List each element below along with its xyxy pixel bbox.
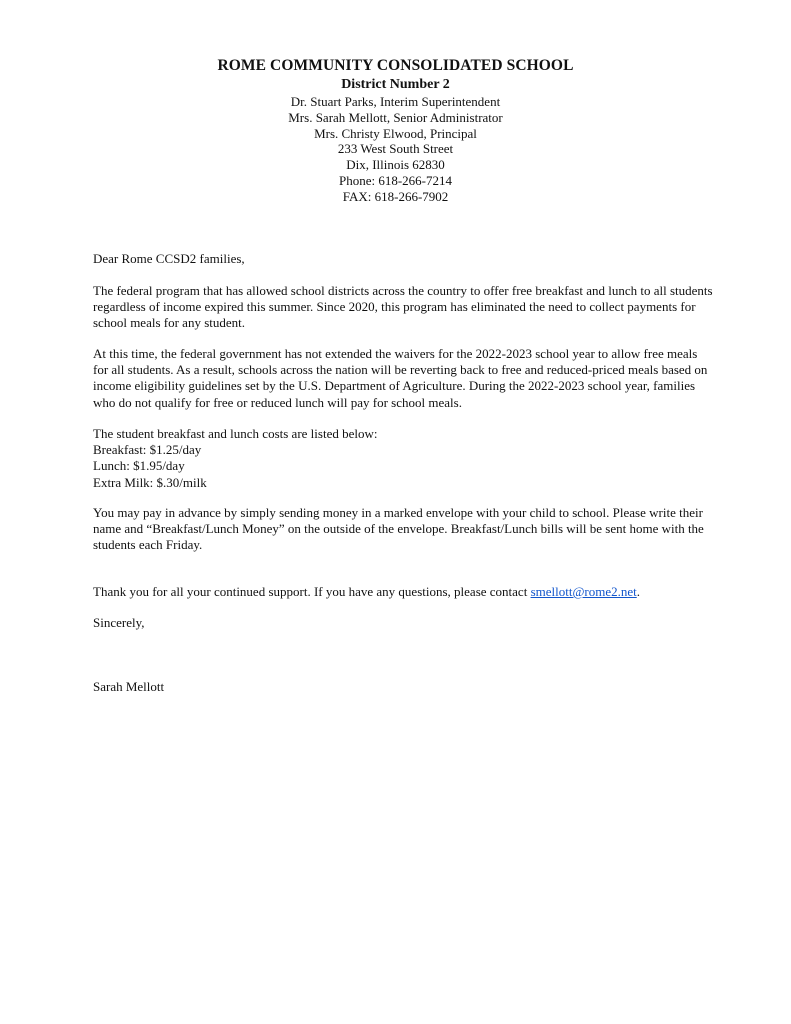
cost-extra-milk: Extra Milk: $.30/milk <box>93 474 207 490</box>
paragraph-text: At this time, the federal government has not extended the waivers for the 2022-2023 school year to allow free meals for all students. As a result, schools across the nation will be reverting back to free and reduced-priced meals based on income eligibility guidelines set by the U.S. Department of Agriculture. During the 2022-2023 school year, families who do not qualify for free or reduced lunch will pay for school meals. <box>93 346 708 410</box>
street-address: 233 West South Street <box>337 141 454 157</box>
principal-line: Mrs. Christy Elwood, Principal <box>314 125 477 141</box>
paragraph-thanks <box>93 584 713 600</box>
thanks-end: . <box>636 584 641 599</box>
school-name: ROME COMMUNITY CONSOLIDATED SCHOOL <box>217 57 574 74</box>
salutation-text: Dear Rome CCSD2 families, <box>93 251 245 266</box>
senior-administrator-line: Mrs. Sarah Mellott, Senior Administrator <box>288 109 503 125</box>
letterhead <box>0 56 791 205</box>
paragraph-waivers <box>93 346 713 411</box>
signature-text: Sarah Mellott <box>93 679 165 694</box>
cost-breakfast: Breakfast: $1.25/day <box>93 442 202 458</box>
thanks-line <box>93 584 713 600</box>
fax-number: FAX: 618-266-7902 <box>342 188 449 204</box>
signature <box>93 679 713 695</box>
city-state-zip: Dix, Illinois 62830 <box>346 157 445 173</box>
closing-text: Sincerely, <box>93 615 145 630</box>
meal-costs <box>93 426 713 491</box>
salutation <box>93 251 713 267</box>
closing <box>93 615 713 631</box>
contact-email-link[interactable]: smellott@rome2.net <box>530 584 637 599</box>
paragraph-text: The federal program that has allowed school districts across the country to offer free breakfast and lunch to all students regardless of income expired this summer. Since 2020, this program has eliminated the need to collect payments for school meals for any student. <box>93 283 713 331</box>
cost-lunch: Lunch: $1.95/day <box>93 458 185 474</box>
costs-intro: The student breakfast and lunch costs are listed below: <box>93 426 378 441</box>
superintendent-line: Dr. Stuart Parks, Interim Superintendent <box>290 94 501 109</box>
paragraph-payment <box>93 505 713 554</box>
paragraph-text: You may pay in advance by simply sending money in a marked envelope with your child to school. Please write their name and “Breakfast/Lunch Money” on the outside of the envelope. Breakfast/Lunch bills will be sent home with the students each Friday. <box>93 505 704 553</box>
district-number: District Number 2 <box>341 77 450 92</box>
phone-number: Phone: 618-266-7214 <box>338 172 453 188</box>
paragraph-program-expired <box>93 283 713 332</box>
thanks-text: Thank you for all your continued support. If you have any questions, please contact <box>93 584 531 599</box>
